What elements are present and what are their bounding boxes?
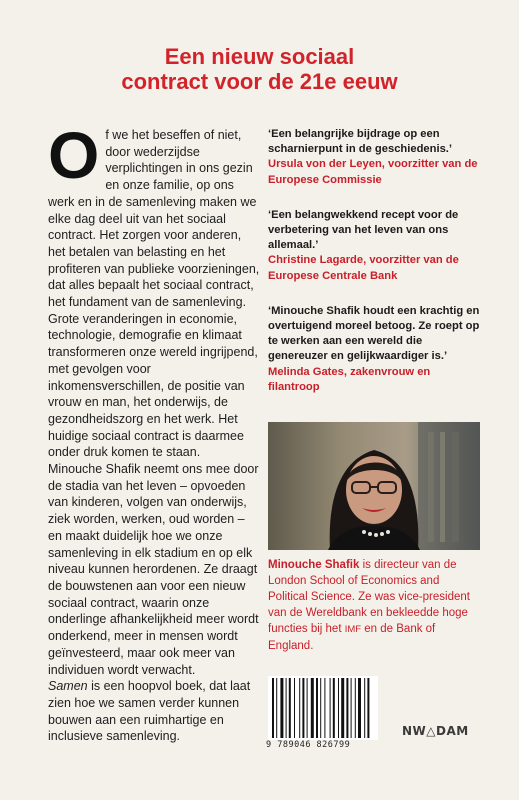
endorsements (268, 127, 480, 415)
headline (0, 44, 519, 94)
barcode-bar (289, 678, 291, 738)
blurb-paragraph-2: Minouche Shafik neemt ons mee door de stadia van het leven – opvoeden van kinderen, volgen van onderwijs, ziek worden, werken, oud worden – en maakt duidelijk hoe we onze samenleving in elk stadium en op elk niveau kunnen herordenen. Ze draagt de bouwstenen aan voor een nieuw sociaal contract, waarin onze onderlinge afhankelijkheid meer wordt onderkend, meer in mensen wordt geïnvesteerd, maar ook meer van individuen wordt verwacht. (48, 462, 259, 677)
drop-cap: O (48, 118, 100, 192)
endorsement-quote (268, 304, 480, 395)
author-portrait-illustration (268, 422, 480, 550)
quote-text: ‘Een belangrijke bijdrage op een scharnierpunt in de geschiedenis.’ (268, 128, 452, 156)
barcode-bar (302, 678, 304, 738)
barcode-bar (364, 678, 365, 738)
blurb-paragraph-1: f we het beseffen of niet, door wederzijdse verplichtingen in ons gezin en onze familie, op ons werk en in de samenleving maken we elke dag deel uit van het sociaal contract. Het zorgen voor anderen, het betalen van belasting en het profiteren van publieke voorzieningen, dat alles bepaalt het sociaal contract, het fundament van de samenleving. Grote veranderingen in economie, technologie, demografie en klimaat transformeren onze wereld ingrijpend, met gevolgen voor inkomensverschillen, de positie van vrouw en man, het onderwijs, de gezondheidszorg en het werk. Het huidige sociaal contract is daarmee onder druk komen te staan. (48, 128, 260, 460)
barcode-bar (280, 678, 283, 738)
barcode-bar (299, 678, 300, 738)
blurb-text (48, 118, 260, 745)
barcode-bar (367, 678, 369, 738)
barcode (268, 676, 378, 740)
barcode-bar (276, 678, 277, 738)
endorsement-quote (268, 208, 480, 284)
barcode-bar (330, 678, 331, 738)
headline-line-2: contract voor de 21e eeuw (121, 69, 398, 94)
headline-line-1: Een nieuw sociaal (164, 44, 355, 69)
barcode-bar (358, 678, 361, 738)
barcode-bar (272, 678, 274, 738)
author-bio-text-2: en de Bank of England. (268, 623, 436, 652)
barcode-bar (294, 678, 295, 738)
quote-source: Melinda Gates, zakenvrouw en filantroop (268, 365, 431, 393)
barcode-bar (351, 678, 352, 738)
blurb-paragraph-3-rest: is een hoopvol boek, dat laat zien hoe we samen verder kunnen bouwen aan een ruimhartige en inclusieve samenleving. (48, 679, 251, 744)
blurb-paragraph-3 (48, 678, 260, 745)
quote-text: ‘Een belangwekkend recept voor de verbetering van het leven van ons allemaal.’ (268, 208, 459, 252)
publisher-logo: NW△DAM (402, 724, 469, 738)
barcode-bar (338, 678, 339, 738)
author-bio (268, 557, 480, 654)
author-name: Minouche Shafik (268, 559, 360, 571)
barcode-bar (324, 678, 325, 738)
quote-text: ‘Minouche Shafik houdt een krachtig en overtuigend moreel betoog. Ze roept op te werken aan een wereld die genereuzer en gelijkwaardiger is.’ (268, 304, 480, 363)
barcode-bar (316, 678, 318, 738)
author-bio-imf: IMF (344, 624, 362, 635)
author-photo (268, 422, 480, 550)
book-title-italic: Samen (48, 679, 88, 694)
barcode-bar (320, 678, 321, 738)
barcode-bar (311, 678, 314, 738)
endorsement-quote (268, 127, 480, 188)
barcode-bar (307, 678, 308, 738)
barcode-bar (346, 678, 348, 738)
barcode-bar (355, 678, 356, 738)
barcode-bar (341, 678, 344, 738)
author-bio-text-1: is directeur van de London School of Economics and Political Science. Ze was vice-president van de Wereldbank en bekleedde hoge functies bij het (268, 559, 470, 635)
quote-source: Ursula von der Leyen, voorzitter van de Europese Commissie (268, 158, 478, 186)
barcode-bar (286, 678, 287, 738)
quote-source: Christine Lagarde, voorzitter van de Europese Centrale Bank (268, 254, 459, 282)
barcode-bar (333, 678, 335, 738)
isbn-number: 9 789046 826799 (266, 740, 351, 750)
